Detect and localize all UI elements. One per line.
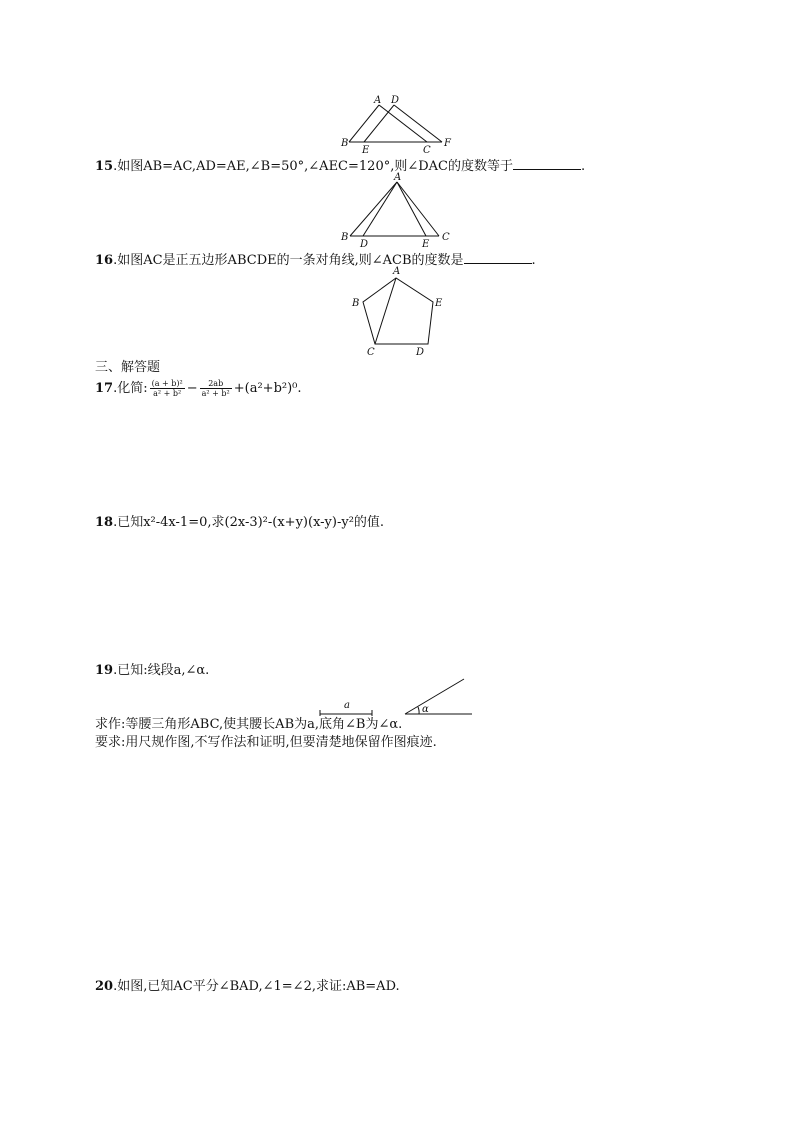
label-B: B [352,298,360,309]
label-D: D [360,239,369,250]
question-number: 18 [95,515,114,530]
label-A: A [374,95,382,106]
question-number: 19 [95,663,114,678]
question-text: .如图,已知AC平分∠BAD,∠1=∠2,求证:AB=AD. [113,979,400,994]
segment-label: a [344,700,350,711]
label-C: C [442,232,450,243]
figure-pentagon [345,262,455,360]
question-19-requirement: 要求:用尺规作图,不写作法和证明,但要清楚地保留作图痕迹. [95,735,437,750]
question-19-task: 求作:等腰三角形ABC,使其腰长AB为a,底角∠B为∠α. [95,717,403,732]
question-17: 17.化简: $\frac{\text{(a + b)²}}{\text{a² + b²}}$ − $\frac{2ab}{\text{a² + b²}}$ +(a²+b²)⁰. [95,379,302,398]
label-C: C [367,347,375,358]
label-F: F [444,138,451,149]
figure-q15-top [335,92,465,156]
label-C: C [423,145,431,156]
question-15: 15.如图AB=AC,AD=AE,∠B=50°,∠AEC=120°,则∠DAC的度数等于 . [95,159,586,174]
fraction-1: $\frac{\text{(a + b)²}}{\text{a² + b²}}$ [151,379,183,398]
label-D: D [391,95,400,106]
label-A: A [394,172,402,183]
label-B: B [341,232,349,243]
fraction-2: $\frac{2ab}{\text{a² + b²}}$ [201,379,230,398]
label-D: D [416,347,425,358]
section-title: 三、解答题 [95,360,161,375]
angle-label: α [422,704,429,715]
question-text: .已知x²-4x-1=0,求(2x-3)²-(x+y)(x-y)-y²的值. [113,515,385,530]
question-text: .如图AC是正五边形ABCDE的一条对角线,则∠ACB的度数是 [113,253,464,268]
question-19 [95,663,209,679]
label-E: E [362,145,370,156]
question-number: 15 [95,159,114,174]
question-number: 16 [95,253,114,268]
label-A: A [393,266,401,277]
figure-segment-angle [312,676,482,720]
question-18 [95,515,384,531]
answer-blank[interactable] [464,251,532,264]
question-text: .已知:线段a,∠α. [113,663,210,678]
question-16: 16.如图AC是正五边形ABCDE的一条对角线,则∠ACB的度数是 . [95,253,536,268]
question-text: .如图AB=AC,AD=AE,∠B=50°,∠AEC=120°,则∠DAC的度数等于 [113,159,513,174]
question-number: 20 [95,979,114,994]
label-B: B [341,138,349,149]
question-20 [95,979,400,995]
answer-blank[interactable] [513,157,581,170]
label-E: E [422,239,430,250]
figure-q16-triangle [335,170,465,250]
label-E: E [435,298,443,309]
question-number: 17 [95,381,114,396]
